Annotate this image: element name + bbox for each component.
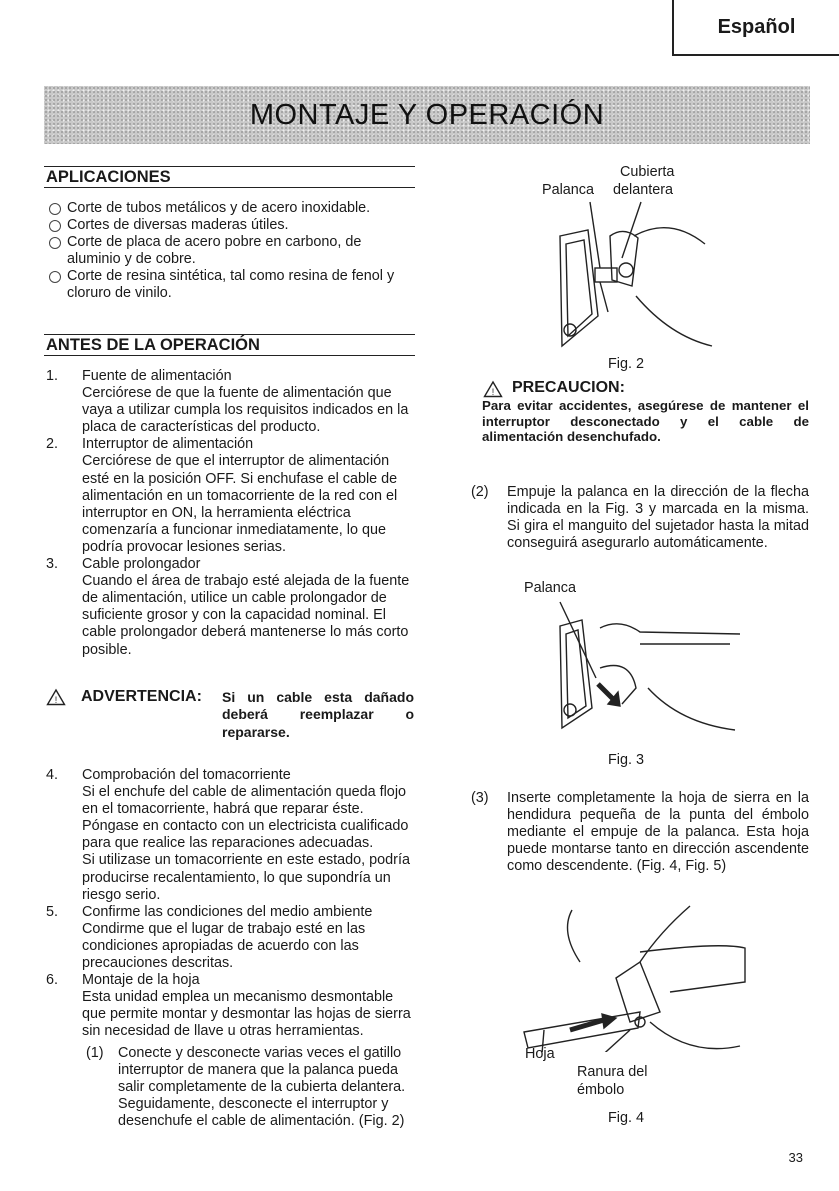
step-text: Empuje la palanca en la dirección de la flecha indicada en la Fig. 3 y marcada en la misma. Si gira el manguito del sujetador hasta la mitad conseguirá asegurarlo automáticamente. (507, 484, 809, 552)
item-number: 1. (46, 368, 59, 384)
fig4-caption: Fig. 4 (608, 1110, 644, 1126)
item-number: 3. (46, 556, 59, 573)
item-body: Cerciórese de que el interruptor de alimentación esté en la posición OFF. Si enchufase el cable de alimentación en un tomacorriente de la red con el interruptor en ON, la herramienta eléctrica comenzaría a funcionar inmediatamente, lo que podría provocar lesiones serias. (82, 453, 398, 555)
list-item (46, 268, 416, 302)
item-title: Montaje de la hoja (82, 972, 200, 989)
list-item (46, 556, 416, 659)
item-body: Cerciórese de que la fuente de alimentación que vaya a utilizar cumpla los requisitos indicados en la placa de características del producto. (82, 385, 409, 436)
item-number: 2. (46, 436, 59, 453)
aplicaciones-title: APLICACIONES (46, 168, 171, 186)
warning-triangle-icon (46, 688, 66, 706)
item-body: Si utilizase un tomacorriente en este estado, podría producirse recalentamiento, lo que supondría un riesgo serio. (82, 852, 410, 903)
page-number: 33 (788, 1150, 803, 1165)
caution-triangle-icon (483, 380, 503, 398)
fig4-label-ranura: Ranura del (577, 1064, 648, 1080)
fig2-illustration (540, 196, 720, 356)
list-item-text: Cortes de diversas maderas útiles. (67, 217, 289, 234)
antes-list-1 (46, 368, 416, 659)
precaucion-text: Para evitar accidentes, asegúrese de mantener el interruptor desconectado y el cable de alimentación desenchufado. (482, 398, 809, 444)
item-number: 5. (46, 903, 59, 920)
antes-title: ANTES DE LA OPERACIÓN (46, 336, 260, 354)
bullet-circle-icon (49, 271, 61, 283)
fig2-label-cubierta: Cubierta (620, 164, 675, 180)
bullet-circle-icon (49, 220, 61, 232)
item-number: 4. (46, 767, 59, 783)
language-tab (672, 0, 839, 56)
step-text: Inserte completamente la hoja de sierra en la hendidura pequeña de la punta del émbolo mediante el empuje de la palanca. Esta hoja puede montarse tanto en dirección ascendente como descendente. (Fig. 4, Fig. 5) (507, 790, 809, 875)
list-item (46, 767, 416, 904)
banner-title: MONTAJE Y OPERACIÓN (249, 98, 605, 131)
fig4-label-hoja: Hoja (525, 1046, 555, 1062)
language-label: Español (717, 15, 796, 38)
bullet-circle-icon (49, 203, 61, 215)
item-title: Cable prolongador (82, 556, 201, 573)
aplicaciones-list (46, 200, 416, 303)
list-item (46, 234, 416, 268)
advertencia-text: Si un cable esta dañado deberá reemplazar o repararse. (222, 689, 414, 740)
fig4-illustration (520, 902, 760, 1052)
item-body: Esta unidad emplea un mecanismo desmontable que permite montar y desmontar las hojas de sierra sin necesidad de llave u otras herramientas. (82, 989, 411, 1040)
item-body: Cuando el área de trabajo esté alejada de la fuente de alimentación, utilice un cable prolongador de suficiente grosor y con la capacidad nominal. El cable prolongador deberá mantenerse lo más corto posible. (82, 573, 410, 658)
antes-heading (44, 334, 415, 356)
list-item (46, 436, 416, 556)
svg-text:!: ! (54, 695, 58, 705)
item-title: Confirme las condiciones del medio ambiente (82, 903, 373, 920)
fig2-label-palanca: Palanca (542, 182, 595, 198)
section-banner (44, 86, 810, 144)
list-item (46, 972, 416, 1040)
aplicaciones-heading (44, 166, 415, 188)
item-title: Interruptor de alimentación (82, 436, 254, 453)
fig4-label-embolo: émbolo (577, 1082, 625, 1098)
fig3-caption: Fig. 3 (608, 752, 644, 768)
list-item-text: Corte de tubos metálicos y de acero inoxidable. (67, 200, 371, 216)
precaucion-label: PRECAUCION: (512, 379, 625, 396)
svg-text:!: ! (491, 387, 495, 397)
item-number: 6. (46, 972, 59, 989)
bullet-circle-icon (49, 237, 61, 249)
list-item (46, 200, 416, 217)
advertencia-label: ADVERTENCIA: (81, 688, 202, 705)
item-title: Comprobación del tomacorriente (82, 767, 291, 783)
item-body: Si el enchufe del cable de alimentación queda flojo en el tomacorriente, habrá que reparar éste. Póngase en contacto con un electricista cualificado para que realice las reparaciones adecuadas. (82, 784, 409, 852)
fig3-label-palanca: Palanca (524, 580, 577, 596)
step2 (471, 484, 809, 552)
list-item (46, 368, 416, 436)
list-item-text: Corte de placa de acero pobre en carbono, de aluminio y de cobre. (67, 234, 362, 268)
item-title: Fuente de alimentación (82, 368, 232, 384)
step-number: (1) (86, 1045, 104, 1061)
fig2-caption: Fig. 2 (608, 356, 644, 372)
item-body: Condirme que el lugar de trabajo esté en las condiciones apropiadas de acuerdo con las precauciones descritas. (82, 920, 366, 972)
list-item-text: Corte de resina sintética, tal como resina de fenol y cloruro de vinilo. (67, 268, 395, 302)
step-number: (2) (471, 484, 489, 500)
step-number: (3) (471, 790, 489, 806)
antes-list-2 (46, 767, 416, 1041)
fig3-illustration (540, 598, 740, 738)
step1 (82, 1045, 418, 1130)
list-item (46, 904, 416, 972)
step-text: Conecte y desconecte varias veces el gatillo interruptor de manera que la palanca pueda salir completamente de la cubierta delantera. Seguidamente, desconecte el interruptor y desenchufe el cable de alimentación. (Fig. 2) (118, 1045, 406, 1130)
fig2-label-delantera: delantera (613, 182, 674, 198)
step3 (471, 790, 809, 875)
list-item (46, 217, 416, 234)
